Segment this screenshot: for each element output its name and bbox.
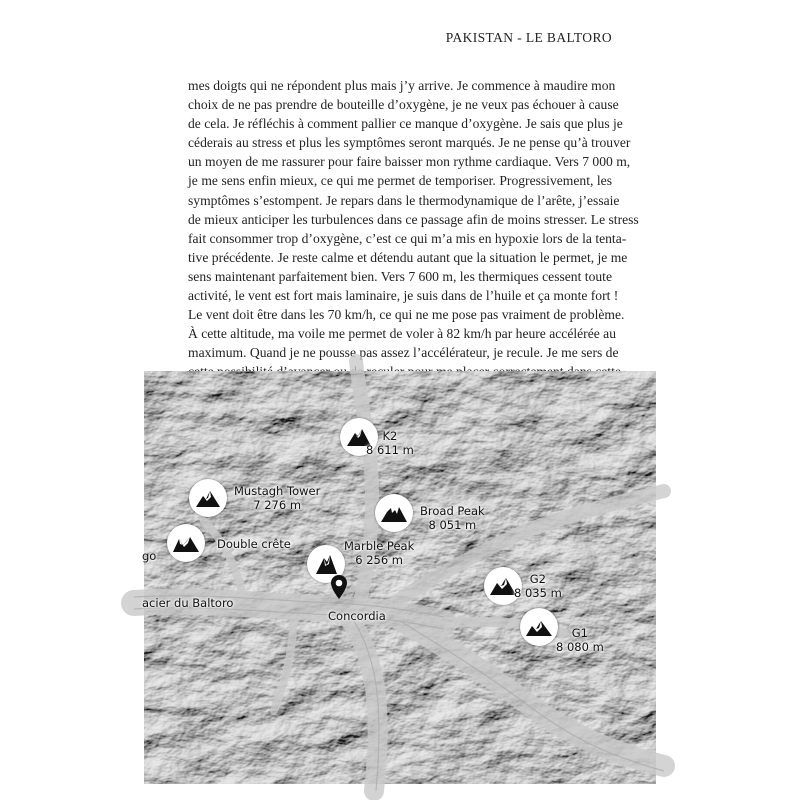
place-label-concordia: Concordia [328, 609, 386, 623]
text-line: mes doigts qui ne répondent plus mais j’y arrive. Je commence à maudire mon [188, 78, 616, 93]
running-head: PAKISTAN - LE BALTORO [445, 30, 612, 45]
mountain-icon [489, 576, 517, 596]
text-line: À cette altitude, ma voile me permet de voler à 82 km/h par heure accélérée au [188, 326, 616, 342]
text-line: de mieux anticiper les turbulences dans ce passage afin de moins stresser. Le stress [188, 211, 639, 227]
text-line: activité, le vent est fort mais laminaire, je suis dans de l’huile et ça monte fort ! [188, 288, 619, 304]
text-line: un moyen de me rassurer pour faire baisser mon rythme cardiaque. Vers 7 000 m, [188, 154, 631, 170]
text-line: sens maintenant parfaitement bien. Vers 7 600 m, les thermiques cessent toute [188, 268, 612, 284]
peak-marker-double-crete[interactable] [167, 524, 205, 562]
text-line: je me sens enfin mieux, ce qui me permet de temporiser. Progressivement, les [188, 173, 612, 189]
peak-label-broad-peak: Broad Peak 8 051 m [420, 504, 485, 532]
text-line: choix de ne pas prendre de bouteille d’oxygène, je ne veux pas échouer à cause [188, 97, 619, 113]
peak-label-k2: K2 8 611 m [366, 429, 414, 457]
text-line: Le vent doit être dans les 70 km/h, ce qui ne me pose pas vraiment de problème. [188, 307, 625, 323]
text-line: fait consommer trop d’oxygène, c’est ce qui m’a mis en hypoxie lors de la tenta- [188, 230, 627, 246]
peak-label-marble-peak: Marble Peak 6 256 m [344, 539, 415, 567]
peak-label-mustagh-tower: Mustagh Tower 7 276 m [234, 484, 321, 512]
text-line: céderais au stress et plus les symptômes seront marqués. Je ne pense qu’à trouver [188, 135, 631, 151]
mountain-icon [195, 488, 221, 508]
text-line: de cela. Je réfléchis à comment pallier ce manque d’oxygène. Je sais que plus je [188, 116, 623, 132]
body-paragraph [188, 76, 639, 401]
text-line: maximum. Quand je ne pousse pas assez l’accélérateur, je recule. Je me sers de [188, 345, 619, 361]
text-line: tive précédente. Je reste calme et détendu autant que la situation le permet, je me [188, 249, 628, 265]
place-label-baltoro-glacier: acier du Baltoro [142, 596, 234, 610]
mountain-icon [525, 617, 553, 637]
text-line: symptômes s’estompent. Je repars dans le thermodynamique de l’arête, j’essaie [188, 192, 620, 208]
peak-marker-mustagh-tower[interactable] [189, 479, 227, 517]
peak-marker-broad-peak[interactable] [375, 494, 413, 532]
baltoro-relief-map [144, 371, 656, 784]
location-pin-icon[interactable] [330, 574, 348, 600]
peak-label-g2: G2 8 035 m [514, 572, 562, 600]
place-label-cut: go [142, 549, 157, 563]
mountain-icon [172, 533, 200, 553]
peak-label-g1: G1 8 080 m [556, 626, 604, 654]
mountain-icon [380, 503, 408, 523]
peak-label-double-crete: Double crête [217, 537, 291, 551]
peak-marker-g1[interactable] [520, 608, 558, 646]
mountain-icon [314, 552, 338, 576]
